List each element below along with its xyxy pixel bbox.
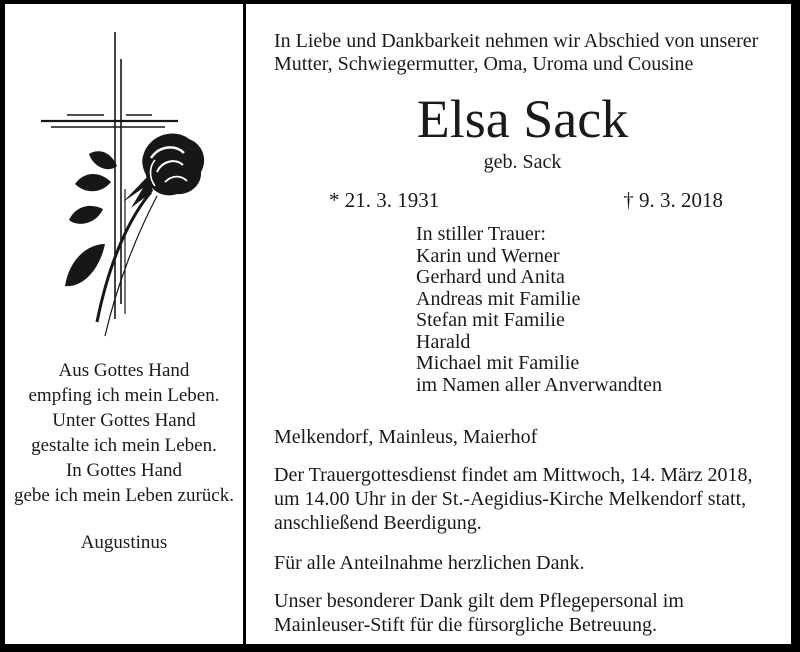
- mourner-name: Harald: [416, 330, 471, 353]
- left-panel: [5, 4, 243, 644]
- notice-body: [246, 4, 791, 644]
- mourning-header: In stiller Trauer:: [416, 223, 546, 246]
- special-thanks-line: Mainleuser-Stift für die fürsorgliche Betreuung.: [274, 614, 658, 637]
- death-date: † 9. 3. 2018: [623, 188, 723, 213]
- deceased-name: Elsa Sack: [416, 89, 629, 149]
- poem-author: Augustinus: [80, 532, 168, 553]
- poem-line: gebe ich mein Leben zurück.: [14, 485, 234, 506]
- intro-text: [274, 30, 771, 76]
- poem-line: In Gottes Hand: [65, 460, 183, 481]
- service-line: um 14.00 Uhr in der St.-Aegidius-Kirche Melkendorf statt,: [274, 488, 747, 511]
- mourner-name: Stefan mit Familie: [416, 309, 565, 332]
- poem-line: empfing ich mein Leben.: [28, 385, 220, 406]
- special-thanks: [274, 589, 771, 637]
- service-line: Der Trauergottesdienst findet am Mittwoch, 14. März 2018,: [274, 464, 753, 487]
- cross-rose-icon: [5, 4, 243, 344]
- maiden-name: geb. Sack: [483, 151, 562, 174]
- places-line: Melkendorf, Mainleus, Maierhof: [274, 426, 538, 449]
- life-dates: [274, 188, 771, 213]
- service-info: [274, 463, 771, 535]
- intro-line: In Liebe und Dankbarkeit nehmen wir Abschied von unserer: [274, 30, 759, 52]
- service-line: anschließend Beerdigung.: [274, 512, 482, 535]
- thanks-line: Für alle Anteilnahme herzlichen Dank.: [274, 552, 585, 575]
- cross-rose-illustration: [5, 4, 243, 344]
- mourner-name: Gerhard und Anita: [416, 266, 565, 289]
- mourner-name: Michael mit Familie: [416, 352, 580, 375]
- poem-line: Unter Gottes Hand: [52, 410, 196, 431]
- mourner-name: im Namen aller Anverwandten: [416, 373, 663, 396]
- intro-line: Mutter, Schwiegermutter, Oma, Uroma und Cousine: [274, 53, 694, 75]
- mourner-name: Andreas mit Familie: [416, 287, 581, 310]
- mourners-block: [416, 224, 771, 396]
- special-thanks-line: Unser besonderer Dank gilt dem Pflegepersonal im: [274, 590, 684, 613]
- poem-line: Aus Gottes Hand: [58, 360, 190, 381]
- poem-line: gestalte ich mein Leben.: [31, 435, 217, 456]
- birth-date: * 21. 3. 1931: [329, 188, 440, 213]
- mourner-name: Karin und Werner: [416, 244, 560, 267]
- memorial-poem: [14, 358, 234, 508]
